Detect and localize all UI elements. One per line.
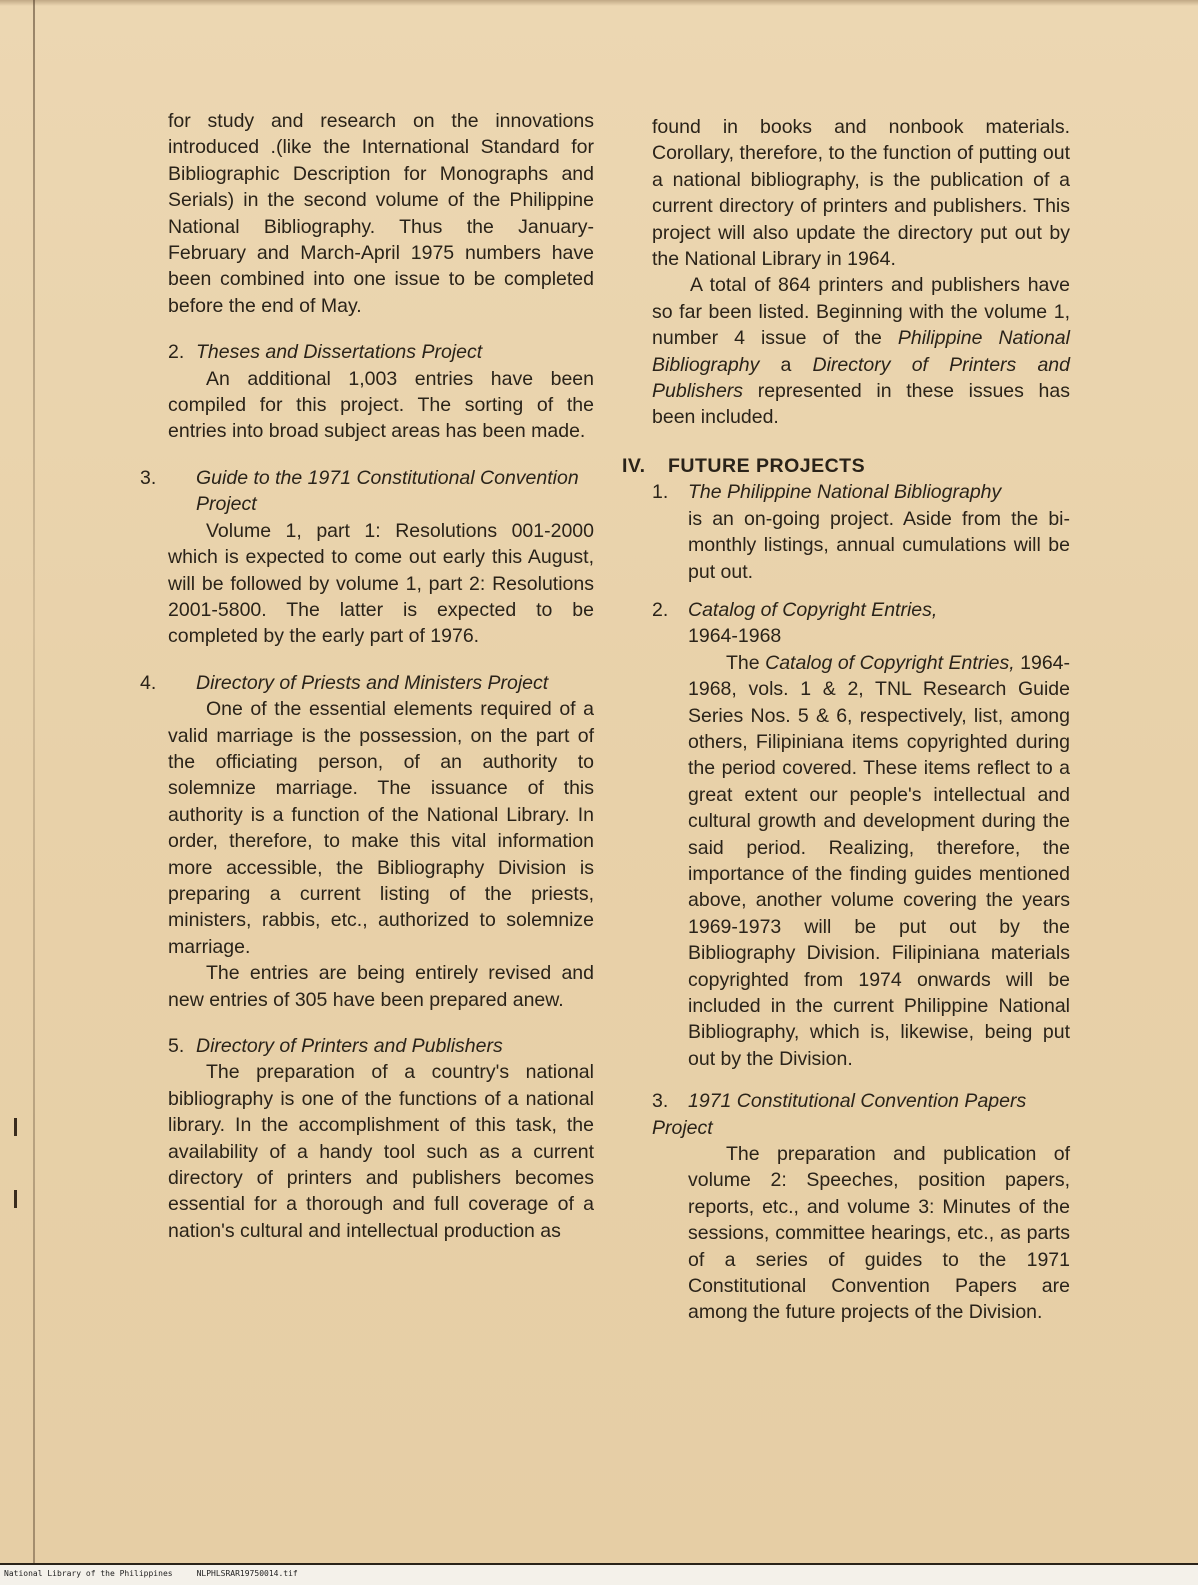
item-title: Guide to the 1971 Constitutional Convention Project	[196, 466, 579, 516]
item-number: 2.	[168, 341, 185, 364]
binding-mark	[14, 1118, 17, 1136]
item-number: 1.	[652, 481, 669, 504]
continuation-paragraph: found in books and nonbook materials. Corollary, therefore, to the function of putting out a national bibliography, is the publication of a current directory of printers and publishers. This project will also update the directory put out by the National Library in 1964.	[652, 116, 1070, 271]
text-run: A total of 864 printers and publishers have so far been listed. Beginning with the volume 1, number 4 issue of the	[652, 274, 1070, 350]
item-body: An additional 1,003 entries have been compiled for this project. The sorting of the entries into broad subject areas has been made.	[168, 367, 594, 443]
section-title: FUTURE PROJECTS	[668, 454, 866, 477]
item-number: 2.	[652, 598, 669, 621]
text-run: represented in these issues has been included.	[652, 380, 1070, 429]
intro-paragraph: for study and research on the innovations introduced .(like the International Standard for Bibliographic Description for Monographs and Serials) in the second volume of the Philippine National Bibliography. Thus the January-February and March-April 1975 numbers have been combined into one issue to be completed before the end of May.	[168, 110, 594, 317]
footer-filename: NLPHLSRAR19750014.tif	[196, 1569, 298, 1578]
text-run: 1964-1968, vols. 1 & 2, TNL Research Guide Series Nos. 5 & 6, respectively, list, among others, Filipiniana items copyrighted during the period covered. These items reflect to a great extent our people's intellectual and cultural growth and development during the said period. Realizing, therefore, the importance of the finding guides mentioned above, another volume covering the years 1969-1973 will be put out by the Bibliography Division. Filipiniana materials copyrighted from 1974 onwards will be included in the current Philippine National Bibliography, which is, likewise, being put out by the Division.	[688, 651, 1071, 1070]
page-top-edge	[0, 0, 1198, 6]
item-title: Directory of Priests and Ministers Project	[196, 671, 549, 694]
printers-total-paragraph	[652, 272, 1070, 430]
item-body: The preparation of a country's national bibliography is one of the functions of a national library. In the accomplishment of this task, the availability of a handy tool such as a current directory of printers and publishers becomes essential for a thorough and full coverage of a nation's cultural and intellectual production as	[168, 1061, 594, 1242]
item-body: The preparation and publication of volume 2: Speeches, position papers, reports, etc., and volume 3: Minutes of the sessions, committee hearings, etc., as parts of a series of guides to the 1971 Constitutional Convention Papers are among the future projects of the Division.	[688, 1143, 1070, 1324]
project-item-guide	[140, 465, 594, 518]
text-run-italic: Directory of Printers and Publishers	[652, 353, 1071, 403]
page-left-edge	[33, 0, 35, 1563]
text-run: The	[726, 651, 766, 674]
item-title: Theses and Dissertations Project	[196, 341, 483, 364]
item-title: Catalog of Copyright Entries,	[688, 598, 938, 621]
item-number: 3.	[140, 466, 157, 489]
project-item-directory-priests	[140, 670, 594, 696]
item-number: 3.	[652, 1090, 669, 1113]
future-project-1	[652, 479, 1070, 585]
future-project-3	[652, 1088, 1070, 1326]
footer-source: National Library of the Philippines	[4, 1569, 173, 1578]
project-item-directory-printers	[168, 1033, 594, 1059]
item-body: is an on-going project. Aside from the bi-monthly listings, annual cumulations will be put out.	[688, 507, 1070, 583]
item-title: 1971 Constitutional Convention Papers Project	[652, 1090, 1027, 1139]
right-column	[622, 114, 1071, 1326]
binding-mark	[14, 1190, 17, 1208]
item-body: Volume 1, part 1: Resolutions 001-2000 which is expected to come out early this August, will be followed by volume 1, part 2: Resolutions 2001-5800. The latter is expected to be completed by the early part of 1976.	[168, 519, 594, 648]
project-item-theses	[168, 339, 594, 365]
left-column	[140, 108, 594, 1244]
text-run-italic: Philippine National Bibliography	[652, 327, 1070, 376]
section-number: IV.	[622, 454, 646, 477]
item-body	[688, 650, 1070, 1073]
item-title-line2: 1964-1968	[688, 625, 782, 648]
item-title: Directory of Printers and Publishers	[196, 1035, 503, 1057]
item-body: The entries are being entirely revised and new entries of 305 have been prepared anew.	[168, 962, 594, 1011]
scan-footer	[0, 1563, 1198, 1585]
item-number: 4.	[140, 671, 157, 694]
item-number: 5.	[168, 1035, 185, 1057]
text-run-italic: Catalog of Copyright Entries,	[765, 651, 1015, 674]
text-run: a	[759, 353, 813, 376]
section-heading	[622, 453, 1070, 479]
item-title: The Philippine National Bibliography	[688, 481, 1002, 504]
item-body: One of the essential elements required of a valid marriage is the possession, on the part of the officiating person, of an authority to solemnize marriage. The issuance of this authority is a function of the National Library. In order, therefore, to make this vital information more accessible, the Bibliography Division is preparing a current listing of the priests, ministers, rabbis, etc., authorized to solemnize marriage.	[168, 698, 594, 958]
future-project-2	[652, 597, 1070, 1072]
